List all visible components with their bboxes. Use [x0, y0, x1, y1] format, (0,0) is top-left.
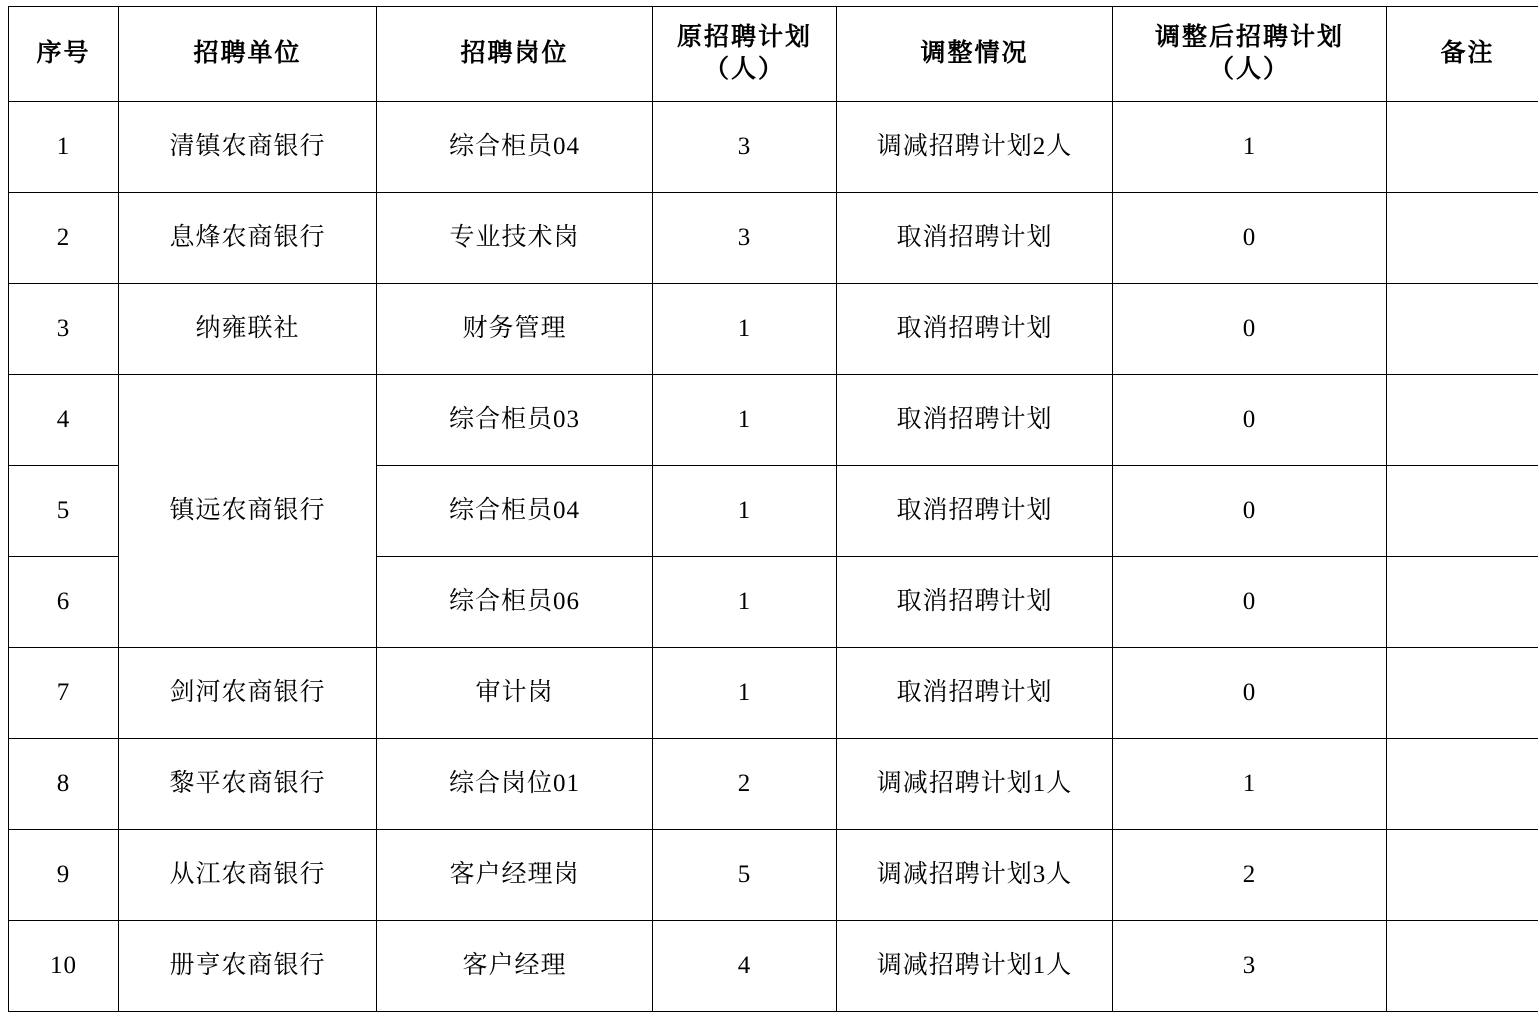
table-row [9, 739, 1538, 830]
table-row [9, 284, 1538, 375]
cell-original-plan: 1 [653, 466, 837, 557]
cell-remark [1387, 466, 1538, 557]
cell-remark [1387, 375, 1538, 466]
cell-original-plan: 2 [653, 739, 837, 830]
header-after-plan-line1: 调整后招聘计划 [1119, 22, 1380, 54]
header-original-plan [653, 7, 837, 102]
header-post: 招聘岗位 [377, 7, 653, 102]
cell-adjustment: 取消招聘计划 [837, 284, 1113, 375]
header-remark: 备注 [1387, 7, 1538, 102]
cell-unit: 册亨农商银行 [119, 921, 377, 1012]
cell-adjustment: 取消招聘计划 [837, 648, 1113, 739]
cell-seq: 8 [9, 739, 119, 830]
cell-post: 综合岗位01 [377, 739, 653, 830]
table-header [9, 7, 1538, 102]
cell-seq: 4 [9, 375, 119, 466]
table-row [9, 648, 1538, 739]
cell-post: 客户经理岗 [377, 830, 653, 921]
cell-remark [1387, 102, 1538, 193]
header-original-plan-line2: （人） [659, 54, 830, 86]
cell-post: 综合柜员03 [377, 375, 653, 466]
cell-remark [1387, 648, 1538, 739]
document-page [0, 6, 1538, 940]
cell-remark [1387, 193, 1538, 284]
cell-original-plan: 1 [653, 284, 837, 375]
table-row [9, 102, 1538, 193]
cell-adjustment: 取消招聘计划 [837, 193, 1113, 284]
recruitment-adjustment-table [8, 6, 1538, 1012]
cell-original-plan: 3 [653, 102, 837, 193]
table-row [9, 375, 1538, 466]
cell-adjustment: 调减招聘计划1人 [837, 739, 1113, 830]
cell-original-plan: 1 [653, 648, 837, 739]
cell-seq: 10 [9, 921, 119, 1012]
cell-post: 综合柜员04 [377, 102, 653, 193]
cell-unit: 纳雍联社 [119, 284, 377, 375]
cell-after-plan: 0 [1113, 648, 1387, 739]
cell-seq: 3 [9, 284, 119, 375]
cell-unit-merged: 镇远农商银行 [119, 375, 377, 648]
cell-seq: 6 [9, 557, 119, 648]
header-adjustment: 调整情况 [837, 7, 1113, 102]
table-body [9, 102, 1538, 1012]
cell-remark [1387, 739, 1538, 830]
cell-seq: 7 [9, 648, 119, 739]
cell-after-plan: 0 [1113, 375, 1387, 466]
table-header-row [9, 7, 1538, 102]
cell-after-plan: 1 [1113, 739, 1387, 830]
cell-after-plan: 3 [1113, 921, 1387, 1012]
cell-original-plan: 1 [653, 375, 837, 466]
cell-after-plan: 0 [1113, 466, 1387, 557]
cell-unit: 从江农商银行 [119, 830, 377, 921]
cell-post: 综合柜员06 [377, 557, 653, 648]
cell-seq: 1 [9, 102, 119, 193]
cell-after-plan: 0 [1113, 193, 1387, 284]
cell-remark [1387, 284, 1538, 375]
header-original-plan-line1: 原招聘计划 [659, 22, 830, 54]
header-after-plan-line2: （人） [1119, 54, 1380, 86]
table-row [9, 193, 1538, 284]
table-row [9, 921, 1538, 1012]
cell-after-plan: 1 [1113, 102, 1387, 193]
cell-remark [1387, 557, 1538, 648]
cell-original-plan: 3 [653, 193, 837, 284]
cell-adjustment: 调减招聘计划1人 [837, 921, 1113, 1012]
cell-original-plan: 1 [653, 557, 837, 648]
cell-post: 综合柜员04 [377, 466, 653, 557]
header-seq: 序号 [9, 7, 119, 102]
header-after-plan [1113, 7, 1387, 102]
cell-adjustment: 取消招聘计划 [837, 557, 1113, 648]
cell-post: 审计岗 [377, 648, 653, 739]
cell-seq: 9 [9, 830, 119, 921]
cell-after-plan: 2 [1113, 830, 1387, 921]
cell-post: 专业技术岗 [377, 193, 653, 284]
cell-adjustment: 调减招聘计划3人 [837, 830, 1113, 921]
header-unit: 招聘单位 [119, 7, 377, 102]
cell-original-plan: 5 [653, 830, 837, 921]
cell-after-plan: 0 [1113, 284, 1387, 375]
cell-after-plan: 0 [1113, 557, 1387, 648]
cell-seq: 5 [9, 466, 119, 557]
cell-unit: 清镇农商银行 [119, 102, 377, 193]
cell-adjustment: 取消招聘计划 [837, 466, 1113, 557]
cell-unit: 息烽农商银行 [119, 193, 377, 284]
cell-remark [1387, 921, 1538, 1012]
cell-seq: 2 [9, 193, 119, 284]
cell-original-plan: 4 [653, 921, 837, 1012]
cell-unit: 黎平农商银行 [119, 739, 377, 830]
cell-adjustment: 取消招聘计划 [837, 375, 1113, 466]
cell-post: 财务管理 [377, 284, 653, 375]
table-row [9, 830, 1538, 921]
cell-post: 客户经理 [377, 921, 653, 1012]
cell-unit: 剑河农商银行 [119, 648, 377, 739]
cell-remark [1387, 830, 1538, 921]
cell-adjustment: 调减招聘计划2人 [837, 102, 1113, 193]
